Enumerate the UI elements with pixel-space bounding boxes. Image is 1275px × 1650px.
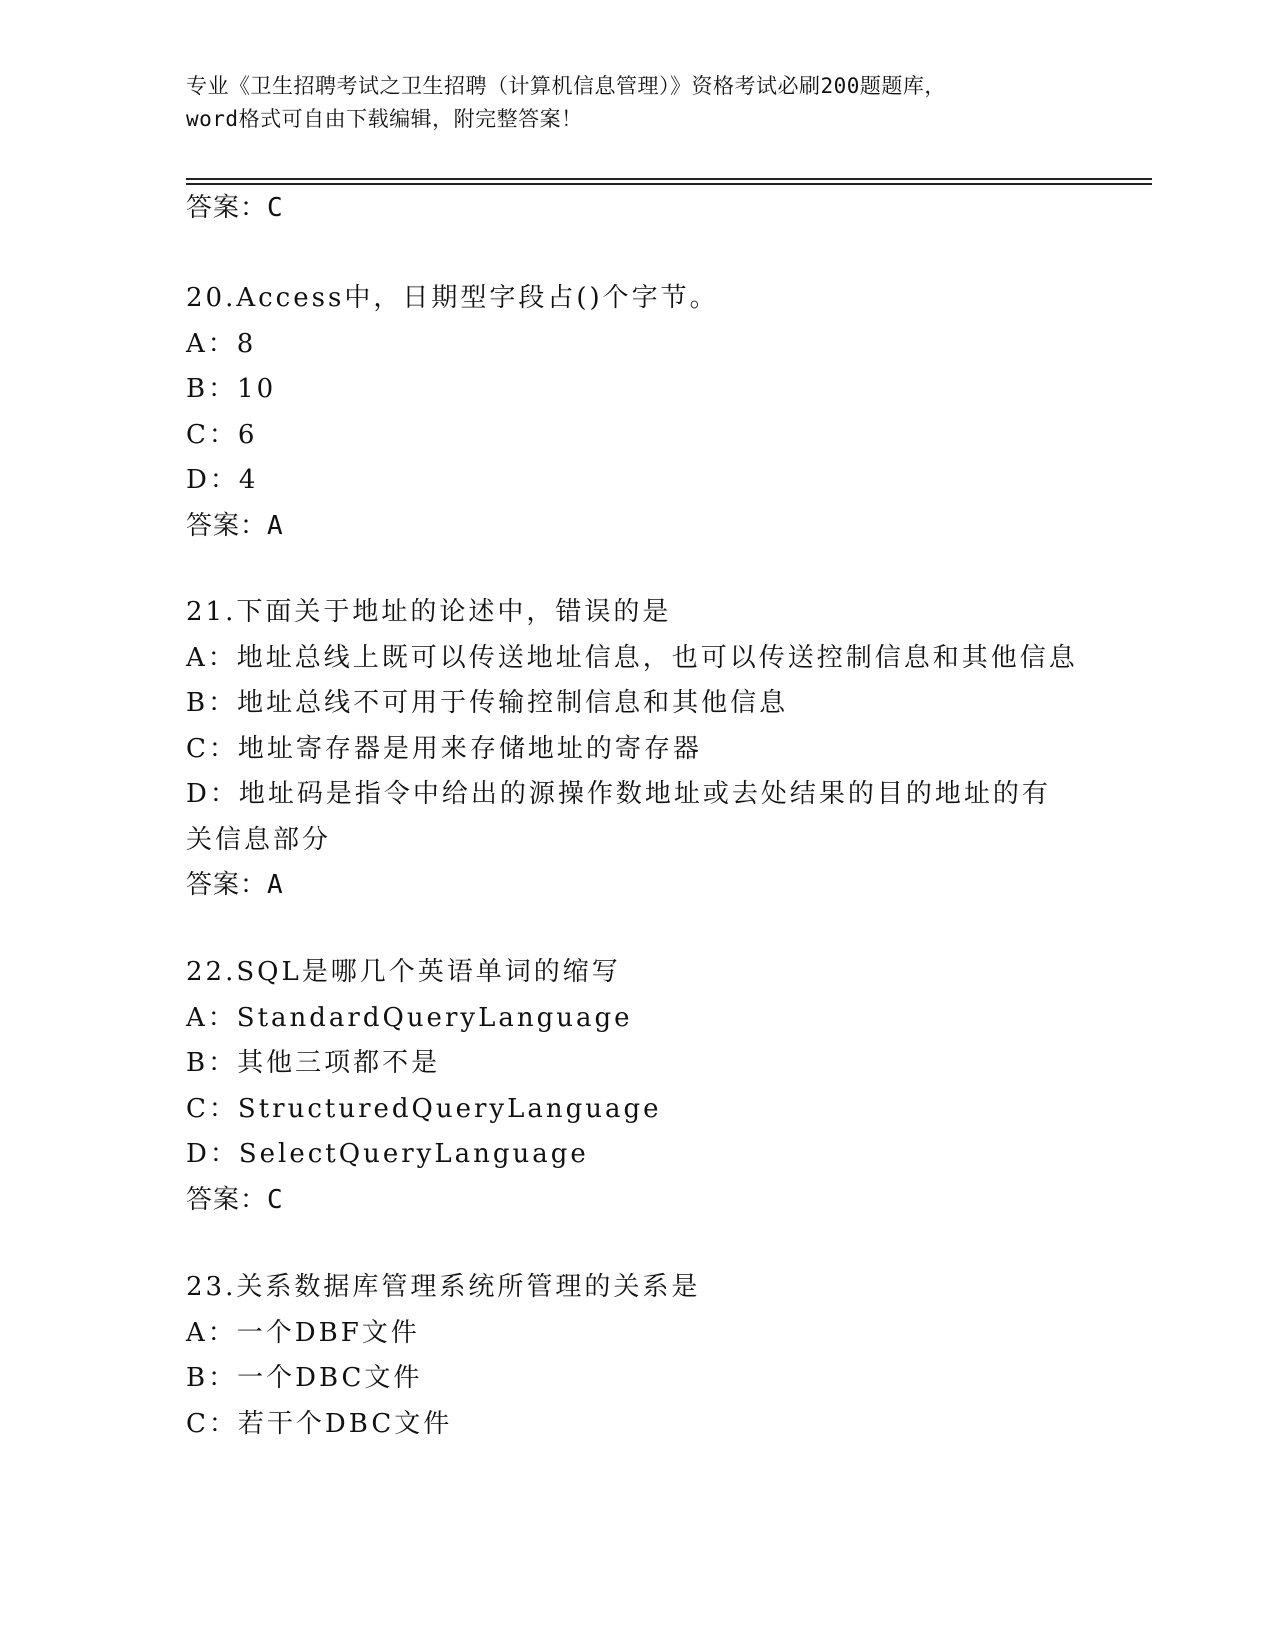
question-stem: 22.SQL是哪几个英语单词的缩写: [186, 957, 621, 987]
question-22: [186, 950, 1086, 1223]
option-a: A：8: [186, 328, 257, 359]
option-d: D：4: [186, 465, 259, 495]
option-a: A：地址总线上既可以传送地址信息，也可以传送控制信息和其他信息: [186, 642, 1078, 673]
answer-line: 答案：A: [186, 870, 284, 900]
option-b: B：10: [186, 374, 277, 404]
option-c: C：若干个DBC文件: [186, 1408, 453, 1439]
option-b: B：一个DBC文件: [186, 1363, 423, 1393]
option-c: C：6: [186, 419, 258, 450]
document-header: [186, 70, 1086, 136]
question-stem: 23.关系数据库管理系统所管理的关系是: [186, 1272, 701, 1302]
answer-line: 答案：C: [186, 193, 284, 223]
question-20: [186, 276, 1086, 549]
option-b: B：地址总线不可用于传输控制信息和其他信息: [186, 688, 789, 718]
header-line-2: word格式可自由下载编辑，附完整答案！: [186, 107, 583, 131]
option-c: C：StructuredQueryLanguage: [186, 1093, 662, 1124]
header-divider-top: [186, 178, 1152, 180]
option-d: D：SelectQueryLanguage: [186, 1139, 589, 1169]
previous-answer-block: [186, 186, 1086, 232]
question-21: [186, 590, 1086, 909]
question-stem: 21.下面关于地址的论述中，错误的是: [186, 597, 672, 627]
header-line-1: 专业《卫生招聘考试之卫生招聘（计算机信息管理）》资格考试必刷200题题库，: [186, 74, 946, 98]
option-a: A：一个DBF文件: [186, 1317, 420, 1348]
option-c: C：地址寄存器是用来存储地址的寄存器: [186, 733, 702, 764]
question-23: [186, 1265, 1086, 1447]
answer-line: 答案：A: [186, 510, 284, 541]
option-d: D：地址码是指令中给出的源操作数地址或去处结果的目的地址的有关信息部分: [186, 779, 1051, 855]
answer-line: 答案：C: [186, 1184, 284, 1215]
header-divider-bottom: [186, 183, 1152, 185]
option-a: A：StandardQueryLanguage: [186, 1002, 633, 1033]
option-b: B：其他三项都不是: [186, 1048, 441, 1078]
question-stem: 20.Access中，日期型字段占()个字节。: [186, 283, 719, 313]
